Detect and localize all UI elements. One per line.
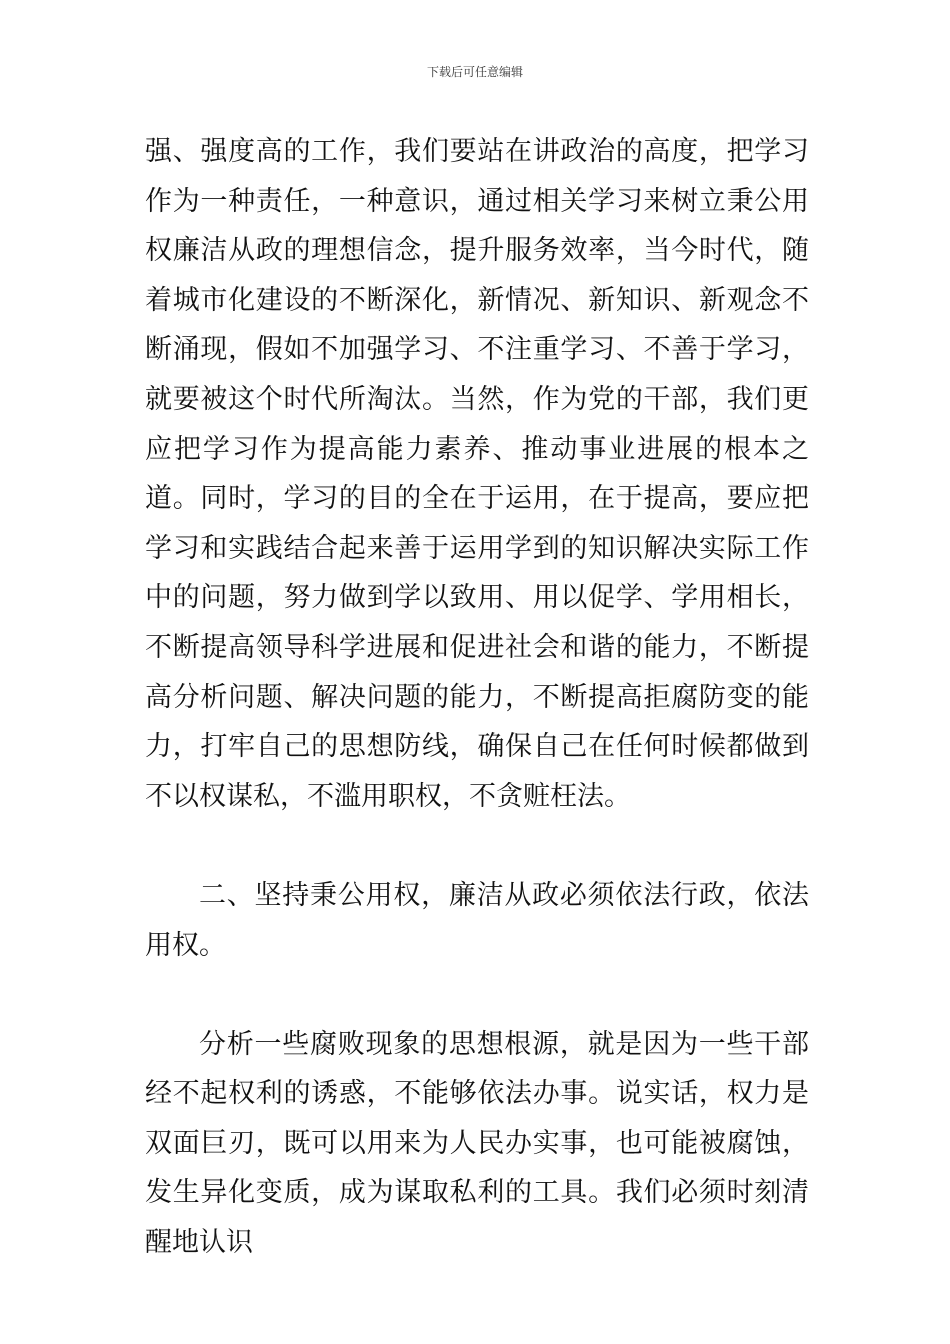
body-paragraph-3: 分析一些腐败现象的思想根源，就是因为一些干部经不起权利的诱惑，不能够依法办事。说实话，权力是双面巨刃，既可以用来为人民办实事，也可能被腐蚀，发生异化变质，成为谋取私利的工具。我们必须时刻清醒地认识 xyxy=(145,1028,809,1259)
section-heading-paragraph: 二、坚持秉公用权，廉洁从政必须依法行政，依法用权。 xyxy=(145,879,809,961)
document-body xyxy=(145,127,809,1268)
body-paragraph-1: 强、强度高的工作，我们要站在讲政治的高度，把学习作为一种责任，一种意识，通过相关学习来树立秉公用权廉洁从政的理想信念，提升服务效率，当今时代，随着城市化建设的不断深化，新情况、新知识、新观念不断涌现，假如不加强学习、不注重学习、不善于学习，就要被这个时代所淘汰。当然，作为党的干部，我们更应把学习作为提高能力素养、推动事业进展的根本之道。同时，学习的目的全在于运用，在于提高，要应把学习和实践结合起来善于运用学到的知识解决实际工作中的问题，努力做到学以致用、用以促学、学用相长，不断提高领导科学进展和促进社会和谐的能力，不断提高分析问题、解决问题的能力，不断提高拒腐防变的能力，打牢自己的思想防线，确保自己在任何时候都做到不以权谋私，不滥用职权，不贪赃枉法。 xyxy=(145,136,809,812)
page-header: 下载后可任意编辑 xyxy=(426,65,523,79)
paragraph-spacer xyxy=(145,970,809,1020)
paragraph-spacer xyxy=(145,821,809,871)
